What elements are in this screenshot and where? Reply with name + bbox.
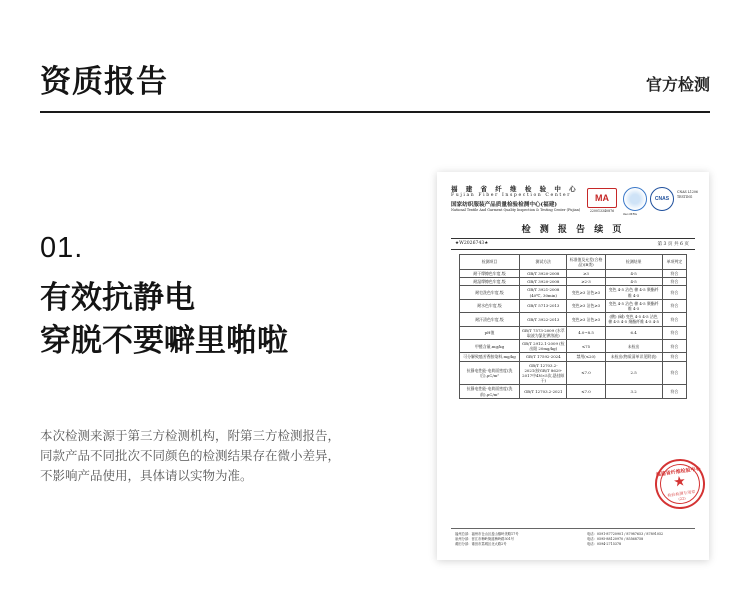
table-cell: 变色 4-5 沾色 棉 4-5 聚酯纤维 4-5	[605, 299, 662, 312]
report-center-name-en: National Textile And Garment Quality Inspection & Testing Center (Fujian)	[451, 208, 581, 212]
table-cell: 符合	[662, 340, 686, 353]
table-cell: 变色≥3 沾色≥3	[567, 313, 605, 326]
report-serial: ★W2026743★	[455, 241, 489, 246]
description-line: 不影响产品使用，具体请以实物为准。	[40, 468, 253, 483]
report-footer-rule	[451, 528, 695, 529]
table-cell: 4.0~8.5	[567, 326, 605, 339]
section-tag: 官方检测	[645, 75, 710, 94]
table-cell: 变色≥3 沾色≥3	[567, 299, 605, 312]
table-row	[460, 385, 687, 398]
table-row	[460, 326, 687, 339]
table-cell: GB/T 2912.1-2009 (检出限 20mg/kg)	[520, 340, 567, 353]
table-cell: 可分解致癌芳香胺染料,mg/kg	[460, 353, 520, 361]
table-header: 检测项目	[460, 255, 520, 270]
table-cell: GB/T 12703.2-2021(按GB/T 8629-2017中4N×5次,悬挂晾干)	[520, 361, 567, 385]
table-cell: ≤75	[567, 340, 605, 353]
description-line: 本次检测来源于第三方检测机构，附第三方检测报告，	[40, 428, 341, 443]
cnas-logo-icon: CNAS	[650, 187, 674, 211]
table-header: 检测结果	[605, 255, 662, 270]
report-title: 检 测 报 告 续 页	[521, 225, 625, 235]
table-cell: GB/T 3920-2008	[520, 278, 567, 286]
table-cell: 2.5	[605, 361, 662, 385]
footer-line: 电话：0595-88120970 / 85568758	[587, 537, 644, 541]
table-cell: GB/T 3922-2013	[520, 313, 567, 326]
stamp-code: (22)	[678, 496, 686, 502]
section-number: 01.	[40, 232, 84, 264]
footer-line: 福州总部：福州市仓山区盖山镇岭美路17号	[455, 532, 519, 536]
cnas-label: CNAS L1206 TESTING	[677, 190, 698, 199]
table-cell: ≥2-3	[567, 278, 605, 286]
table-cell: 耐湿摩擦色牢度,级	[460, 278, 520, 286]
table-row	[460, 353, 687, 361]
table-header: 标准值及允差(合格品)(B类)	[567, 255, 605, 270]
official-stamp-icon	[652, 456, 708, 512]
table-row	[460, 270, 687, 278]
test-report-image	[437, 172, 709, 560]
footer-line: 莆田分部：莆田市荔城区北大路2号	[455, 542, 507, 546]
page-title: 资质报告	[40, 64, 168, 100]
table-cell: 4-5	[605, 270, 662, 278]
table-cell: 符合	[662, 286, 686, 299]
table-header: 测试方法	[520, 255, 567, 270]
report-rule	[451, 238, 695, 239]
table-cell: 耐皂洗色牢度,级	[460, 286, 520, 299]
table-cell: 符合	[662, 353, 686, 361]
headline-line: 穿脱不要噼里啪啦	[40, 323, 288, 359]
table-cell: GB/T 5713-2013	[520, 299, 567, 312]
table-cell: 抗静电性能-电荷面密度(洗前),μC/m²	[460, 385, 520, 398]
table-cell: 变色≥3 沾色≥3	[567, 286, 605, 299]
report-table	[459, 254, 687, 399]
table-row	[460, 313, 687, 326]
table-cell: ≤7.0	[567, 385, 605, 398]
table-cell: 符合	[662, 385, 686, 398]
footer-line: 电话：0591-87720901 / 87987653 / 87891052	[587, 532, 664, 536]
stamp-label: 检验检测专用章	[667, 488, 696, 498]
table-cell: 耐干摩擦色牢度,级	[460, 270, 520, 278]
table-cell: 耐水色牢度,级	[460, 299, 520, 312]
report-page-number: 第 3 页 共 6 页	[657, 242, 689, 247]
star-icon: ★	[672, 473, 688, 491]
table-row	[460, 361, 687, 385]
table-cell: 未检出	[605, 340, 662, 353]
table-cell: 耐汗渍色牢度,级	[460, 313, 520, 326]
table-cell: GB/T 3921-2008 (40℃, 30min)	[520, 286, 567, 299]
table-header: 单项判定	[662, 255, 686, 270]
table-cell: (酸) (碱) 变色 4-5 4-5 沾色 棉 4-5 4-5 聚酯纤维 4-5 4-5	[605, 313, 662, 326]
table-cell: 变色 4-5 沾色 棉 4-5 聚酯纤维 4-5	[605, 286, 662, 299]
table-cell: 未检出(物质清单详见附表)	[605, 353, 662, 361]
table-cell: GB/T 3920-2008	[520, 270, 567, 278]
cma-logo-icon: MA	[587, 188, 617, 208]
report-footer-addresses	[455, 532, 580, 547]
table-cell: pH值	[460, 326, 520, 339]
table-cell: 符合	[662, 361, 686, 385]
report-org-name-en: Fujian Fiber Inspection Center	[451, 193, 571, 198]
headline	[40, 277, 288, 363]
table-row	[460, 286, 687, 299]
header-divider	[40, 111, 710, 113]
table-cell: GB/T 12703.2-2021	[520, 385, 567, 398]
description	[40, 426, 380, 486]
table-cell: 甲醛含量,mg/kg	[460, 340, 520, 353]
table-cell: ≤7.0	[567, 361, 605, 385]
footer-line: 泉州分部：晋江市梅岭街道梅岭路301号	[455, 537, 515, 541]
table-cell: 符合	[662, 326, 686, 339]
table-cell: 4-5	[605, 278, 662, 286]
table-cell: 符合	[662, 278, 686, 286]
report-org-name: 福 建 省 纤 维 检 验 中 心	[451, 185, 579, 193]
cma-number: 220013340876	[589, 209, 615, 213]
report-rule	[451, 249, 695, 250]
ilac-logo-icon	[623, 187, 647, 211]
table-row	[460, 278, 687, 286]
ilac-label: ilac-MRA	[623, 212, 637, 216]
table-cell: 符合	[662, 313, 686, 326]
table-row	[460, 340, 687, 353]
headline-line: 有效抗静电	[40, 280, 195, 316]
table-cell: GB/T 17592-2024	[520, 353, 567, 361]
table-cell: 符合	[662, 270, 686, 278]
table-cell: 禁用(≤20)	[567, 353, 605, 361]
table-cell: 3.2	[605, 385, 662, 398]
table-cell: 符合	[662, 299, 686, 312]
table-cell: GB/T 7573-2009 (水萃取液为氯化钾溶液)	[520, 326, 567, 339]
table-cell: 6.4	[605, 326, 662, 339]
table-cell: ≥3	[567, 270, 605, 278]
report-center-name: 国家纺织服装产品质量检验检测中心(福建)	[451, 202, 557, 208]
footer-line: 电话：0594-2715378	[587, 542, 622, 546]
table-row	[460, 299, 687, 312]
description-line: 同款产品不同批次不同颜色的检测结果存在微小差异，	[40, 448, 341, 463]
table-cell: 抗静电性能-电荷面密度(洗后),μC/m²	[460, 361, 520, 385]
report-footer-phones	[587, 532, 697, 547]
stamp-org: 福建省纤维检验中心	[655, 466, 702, 479]
